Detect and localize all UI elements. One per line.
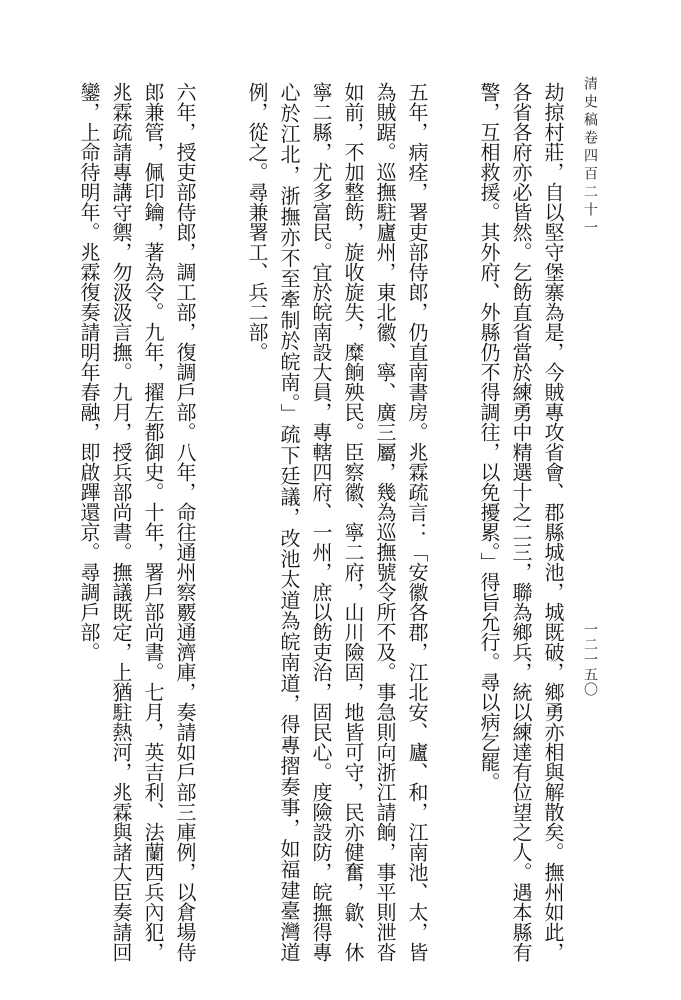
paragraph-2: 五年，病痊，署吏部侍郎，仍直南書房。兆霖疏言：「安徽各郡，江北安、廬、和，江南池、太，皆為賊踞。巡撫駐廬州，東北徽、寧、廣三屬，幾為巡撫號令所不及。事急則向浙江請餉，事平則泄沓如前，不加整飭，旋收旋失，糜餉殃民。臣察徽、寧二府，山川險固，地皆可守，民亦健奮，歙、休寧二縣，尤多富民。宜於皖南設大員，專轄四府、一州，庶以飭吏治，固民心。度險設防，皖撫得專心於江北，浙撫亦不至牽制於皖南。」疏下廷議，改池太道為皖南道，得專摺奏事，如福建臺灣道例，從之。尋兼署工、兵二部。 (245, 82, 429, 962)
paragraph-1: 劫掠村莊，自以堅守堡寨為是，今賊專攻省會、郡縣城池，城既破，鄉勇亦相與解散矣。撫州如此，各省各府亦必皆然。乞飭直省當於練勇中精選十之二三，聯為鄉兵，統以練達有位望之人。遇本縣有警，互相救援。其外府、外縣仍不得調往，以免擾累。」得旨允行。尋以病乞罷。 (477, 82, 565, 962)
page-number: 一二一五〇 (582, 622, 598, 697)
paragraph-3: 六年，授吏部侍郎，調工部，復調戶部。八年，命往通州察覈通濟庫，奏請如戶部三庫例，以倉場侍郎兼管，佩印鑰，著為令。九年，擢左都御史。十年，署戶部尚書。七月，英吉利、法蘭西兵內犯，兆霖疏請專講守禦，勿汲汲言撫。九月，授兵部尚書。撫議既定，上猶駐熱河，兆霖與諸大臣奏請回鑾，上命待明年。兆霖復奏請明年春融，即啟蹕還京。尋調戶部。 (77, 82, 197, 962)
running-header: 清史稿卷四百二十一 (582, 76, 598, 238)
main-text-block (77, 82, 569, 962)
